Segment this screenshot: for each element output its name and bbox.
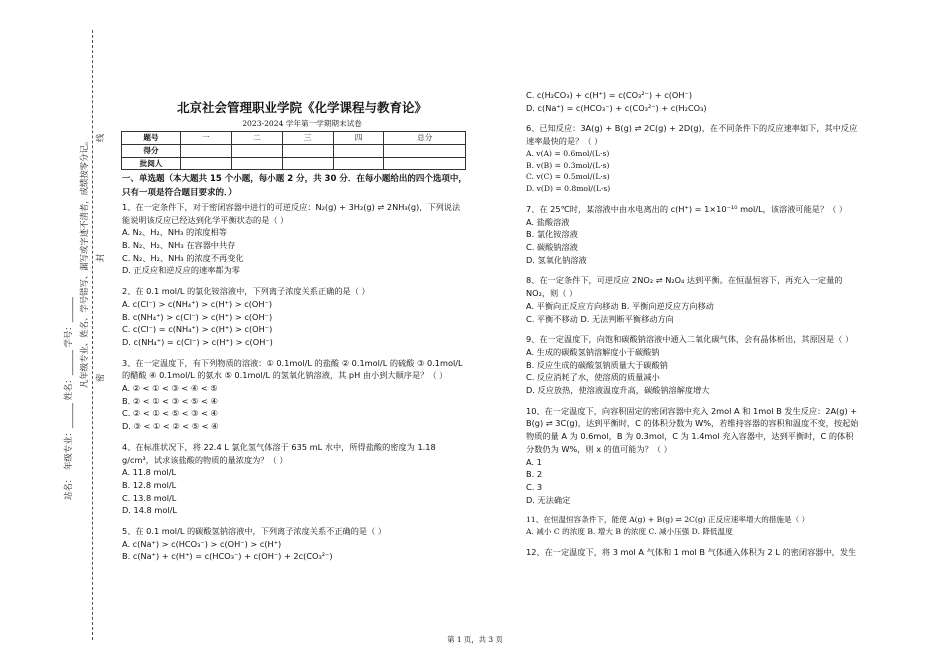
question-item: [122, 525, 467, 563]
answer-option[interactable]: D. 正反应和逆反应的速率都为零: [122, 265, 240, 276]
section-title: 一、单选题（本大题共 15 个小题，每小题 2 分，共 30 分．在每小题给出的四个选项中，只有一项是符合题目要求的．）: [122, 174, 467, 199]
question-item: [526, 89, 861, 114]
answer-option[interactable]: B. ② < ① < ③ < ⑤ < ④: [122, 395, 218, 406]
score-cell[interactable]: [333, 144, 384, 157]
answer-option[interactable]: A. c(Na⁺) > c(HCO₃⁻) > c(OH⁻) > c(H⁺): [122, 538, 282, 549]
score-header-cell: 二: [231, 132, 282, 145]
question-stem: 12、在一定温度下，将 3 mol A 气体和 1 mol B 气体通入体积为 2 L 的密闭容器中，发生: [526, 546, 857, 557]
score-cell[interactable]: [231, 144, 282, 157]
question-stem: 2、在 0.1 mol/L 的氯化铵溶液中，下列离子浓度关系正确的是（ ）: [122, 286, 370, 297]
score-header-cell: 四: [333, 132, 384, 145]
answer-option[interactable]: C. 13.8 mol/L: [122, 492, 177, 503]
question-stem: 4、在标准状况下，将 22.4 L 氯化氢气体溶于 635 mL 水中，所得盐酸的密度为 1.18 g/cm³，试求该盐酸的物质的量浓度为？（ ）: [122, 441, 436, 465]
score-header-cell: 题号: [122, 132, 181, 145]
left-column: [122, 172, 467, 571]
answer-option[interactable]: C. c(H₂CO₃) + c(H⁺) = c(CO₃²⁻) + c(OH⁻): [526, 90, 693, 100]
answer-option[interactable]: D. ③ < ① < ② < ⑤ < ④: [122, 421, 219, 432]
right-column: [526, 89, 861, 567]
question-stem: 10、在一定温度下，向容积固定的密闭容器中充入 2mol A 和 1mol B 发生反应：2A(g) + B(g) ⇌ 3C(g)，达到平衡时，C 的体积分数为 W%，若维持容器的容积和温度不变，按起始物质的量 A 为 0.6mol，B 为 0.3mol，C 为 1.4mol 充入容器中，达到平衡时，C 的体积分数仍为 W%，则 x 的值可能为？（ ）: [526, 405, 859, 454]
grader-cell[interactable]: [181, 157, 232, 170]
answer-option[interactable]: B. 反应生成的碳酸氢钠质量大于碳酸钠: [526, 359, 668, 370]
grader-cell[interactable]: [231, 157, 282, 170]
answer-option[interactable]: B. 2: [526, 469, 543, 480]
answer-option[interactable]: D. 14.8 mol/L: [122, 505, 177, 516]
answer-option[interactable]: B. 氯化铵溶液: [526, 229, 578, 240]
question-item: [526, 546, 861, 559]
answer-option[interactable]: D. c(NH₄⁺) = c(Cl⁻) > c(H⁺) > c(OH⁻): [122, 336, 273, 347]
question-item: [526, 122, 861, 194]
question-item: [526, 333, 861, 397]
question-stem: 5、在 0.1 mol/L 的碳酸氢钠溶液中，下列离子浓度关系不正确的是（ ）: [122, 526, 387, 537]
answer-option[interactable]: B. c(Na⁺) + c(H⁺) = c(HCO₃⁻) + c(OH⁻) + 2c(CO₃²⁻): [122, 551, 333, 562]
seal-mi: 密: [95, 373, 105, 382]
question-item: [526, 203, 861, 267]
answer-option[interactable]: B. c(NH₄⁺) > c(Cl⁻) > c(H⁺) > c(OH⁻): [122, 311, 273, 322]
answer-option[interactable]: C. N₂、H₂、NH₃ 的浓度不再变化: [122, 252, 244, 263]
exam-subtitle: 2023-2024 学年第一学期期末试卷: [242, 119, 362, 128]
grader-row: [122, 157, 466, 170]
question-item: [526, 405, 861, 507]
answer-option[interactable]: C. 碳酸钠溶液: [526, 241, 578, 252]
question-stem: 7、在 25℃时，某溶液中由水电离出的 c(H⁺) = 1×10⁻¹⁰ mol/L，该溶液可能是？（ ）: [526, 203, 848, 214]
binding-margin: [0, 0, 108, 672]
answer-option[interactable]: A. 平衡向正反应方向移动 B. 平衡向逆反应方向移动: [526, 300, 714, 311]
question-item: [122, 285, 467, 349]
answer-option[interactable]: C. 3: [526, 481, 543, 492]
answer-option[interactable]: C. ② < ① < ⑤ < ③ < ④: [122, 408, 218, 419]
question-stem: 8、在一定条件下，可逆反应 2NO₂ ⇌ N₂O₄ 达到平衡。在恒温恒容下，再充入一定量的 NO₂，则（ ）: [526, 275, 843, 299]
score-row-label: 得分: [122, 144, 181, 157]
answer-option[interactable]: A. v(A) = 0.6mol/(L·s): [526, 148, 610, 158]
score-cell[interactable]: [181, 144, 232, 157]
question-list-left: [122, 201, 467, 563]
answer-option[interactable]: C. v(C) = 0.5mol/(L·s): [526, 172, 610, 182]
question-stem: 1、在一定条件下，对于密闭容器中进行的可逆反应：N₂(g) + 3H₂(g) ⇌ 2NH₃(g)，下列说法能说明该反应已经达到化学平衡状态的是（ ）: [122, 201, 461, 225]
question-item: [122, 441, 467, 517]
question-item: [526, 514, 861, 538]
answer-option[interactable]: B. v(B) = 0.3mol/(L·s): [526, 160, 610, 170]
answer-option[interactable]: C. c(Cl⁻) = c(NH₄⁺) > c(H⁺) > c(OH⁻): [122, 324, 273, 335]
answer-option[interactable]: D. 反应放热，使溶液温度升高，碳酸钠溶解度增大: [526, 385, 710, 396]
answer-option[interactable]: C. 反应消耗了水，使溶质的质量减小: [526, 372, 660, 383]
answer-option[interactable]: D. 氢氧化钠溶液: [526, 254, 587, 265]
question-item: [526, 274, 861, 325]
binding-student-info: 年级专业：______ 姓名：______ 学号：______: [63, 297, 73, 470]
question-item: [122, 357, 467, 433]
question-stem: 3、在一定温度下，有下列物质的溶液：① 0.1mol/L 的盐酸 ② 0.1mol/L 的硫酸 ③ 0.1mol/L 的醋酸 ④ 0.1mol/L 的氨水 ⑤ 0.1mol/L 的氢氧化钠溶液，其 pH 由小到大顺序是？（ ）: [122, 357, 463, 381]
binding-dashed-line: [92, 30, 93, 640]
question-item: [122, 201, 467, 277]
question-list-right: [526, 89, 861, 559]
answer-option[interactable]: A. N₂、H₂、NH₃ 的浓度相等: [122, 227, 227, 238]
answer-option[interactable]: D. v(D) = 0.8mol/(L·s): [526, 184, 611, 194]
question-stem: 11、在恒温恒容条件下，能使 A(g) + B(g) ⇌ 2C(g) 正反应速率增大的措施是（ ）: [526, 515, 810, 525]
answer-option[interactable]: D. c(Na⁺) = c(HCO₃⁻) + c(CO₃²⁻) + c(H₂CO₃): [526, 102, 707, 113]
answer-option[interactable]: A. ② < ① < ③ < ④ < ⑤: [122, 383, 218, 394]
exam-title: 北京社会管理职业学院《化学课程与教育论》: [176, 100, 427, 115]
seal-feng: 封: [95, 253, 105, 262]
score-header-cell: 总分: [384, 132, 466, 145]
score-cell[interactable]: [384, 144, 466, 157]
binding-school-label: 站名：: [63, 474, 73, 500]
question-stem: 6、已知反应：3A(g) + B(g) ⇌ 2C(g) + 2D(g)，在不同条件下的反应速率如下，其中反应速率最快的是？（ ）: [526, 123, 858, 147]
page-footer: 第 1 页，共 3 页: [447, 635, 503, 644]
answer-option[interactable]: C. 平衡不移动 D. 无法判断平衡移动方向: [526, 313, 674, 324]
seal-xian: 线: [95, 133, 105, 142]
answer-option[interactable]: A. c(Cl⁻) > c(NH₄⁺) > c(H⁺) > c(OH⁻): [122, 298, 273, 309]
score-row: [122, 144, 466, 157]
grader-cell[interactable]: [333, 157, 384, 170]
score-table-header-row: [122, 132, 466, 145]
grader-cell[interactable]: [384, 157, 466, 170]
answer-option[interactable]: A. 生成的碳酸氢钠溶解度小于碳酸钠: [526, 346, 660, 357]
answer-option[interactable]: B. N₂、H₂、NH₃ 在容器中共存: [122, 239, 236, 250]
score-table: [121, 131, 466, 170]
binding-warning: 凡年级专业、姓名、学号错写、漏写或字迹不清者，成绩按零分记。: [79, 136, 89, 388]
score-header-cell: 一: [181, 132, 232, 145]
answer-option[interactable]: A. 盐酸溶液: [526, 216, 570, 227]
answer-option[interactable]: B. 12.8 mol/L: [122, 479, 177, 490]
grader-cell[interactable]: [282, 157, 333, 170]
answer-option[interactable]: D. 无法确定: [526, 494, 571, 505]
score-cell[interactable]: [282, 144, 333, 157]
answer-option[interactable]: A. 减小 C 的浓度 B. 增大 B 的浓度 C. 减小压强 D. 降低温度: [526, 527, 733, 537]
grader-row-label: 批阅人: [122, 157, 181, 170]
score-header-cell: 三: [282, 132, 333, 145]
answer-option[interactable]: A. 11.8 mol/L: [122, 467, 177, 478]
question-stem: 9、在一定温度下，向饱和碳酸钠溶液中通入二氧化碳气体，会有晶体析出，其原因是（ ）: [526, 334, 854, 345]
answer-option[interactable]: A. 1: [526, 456, 542, 467]
